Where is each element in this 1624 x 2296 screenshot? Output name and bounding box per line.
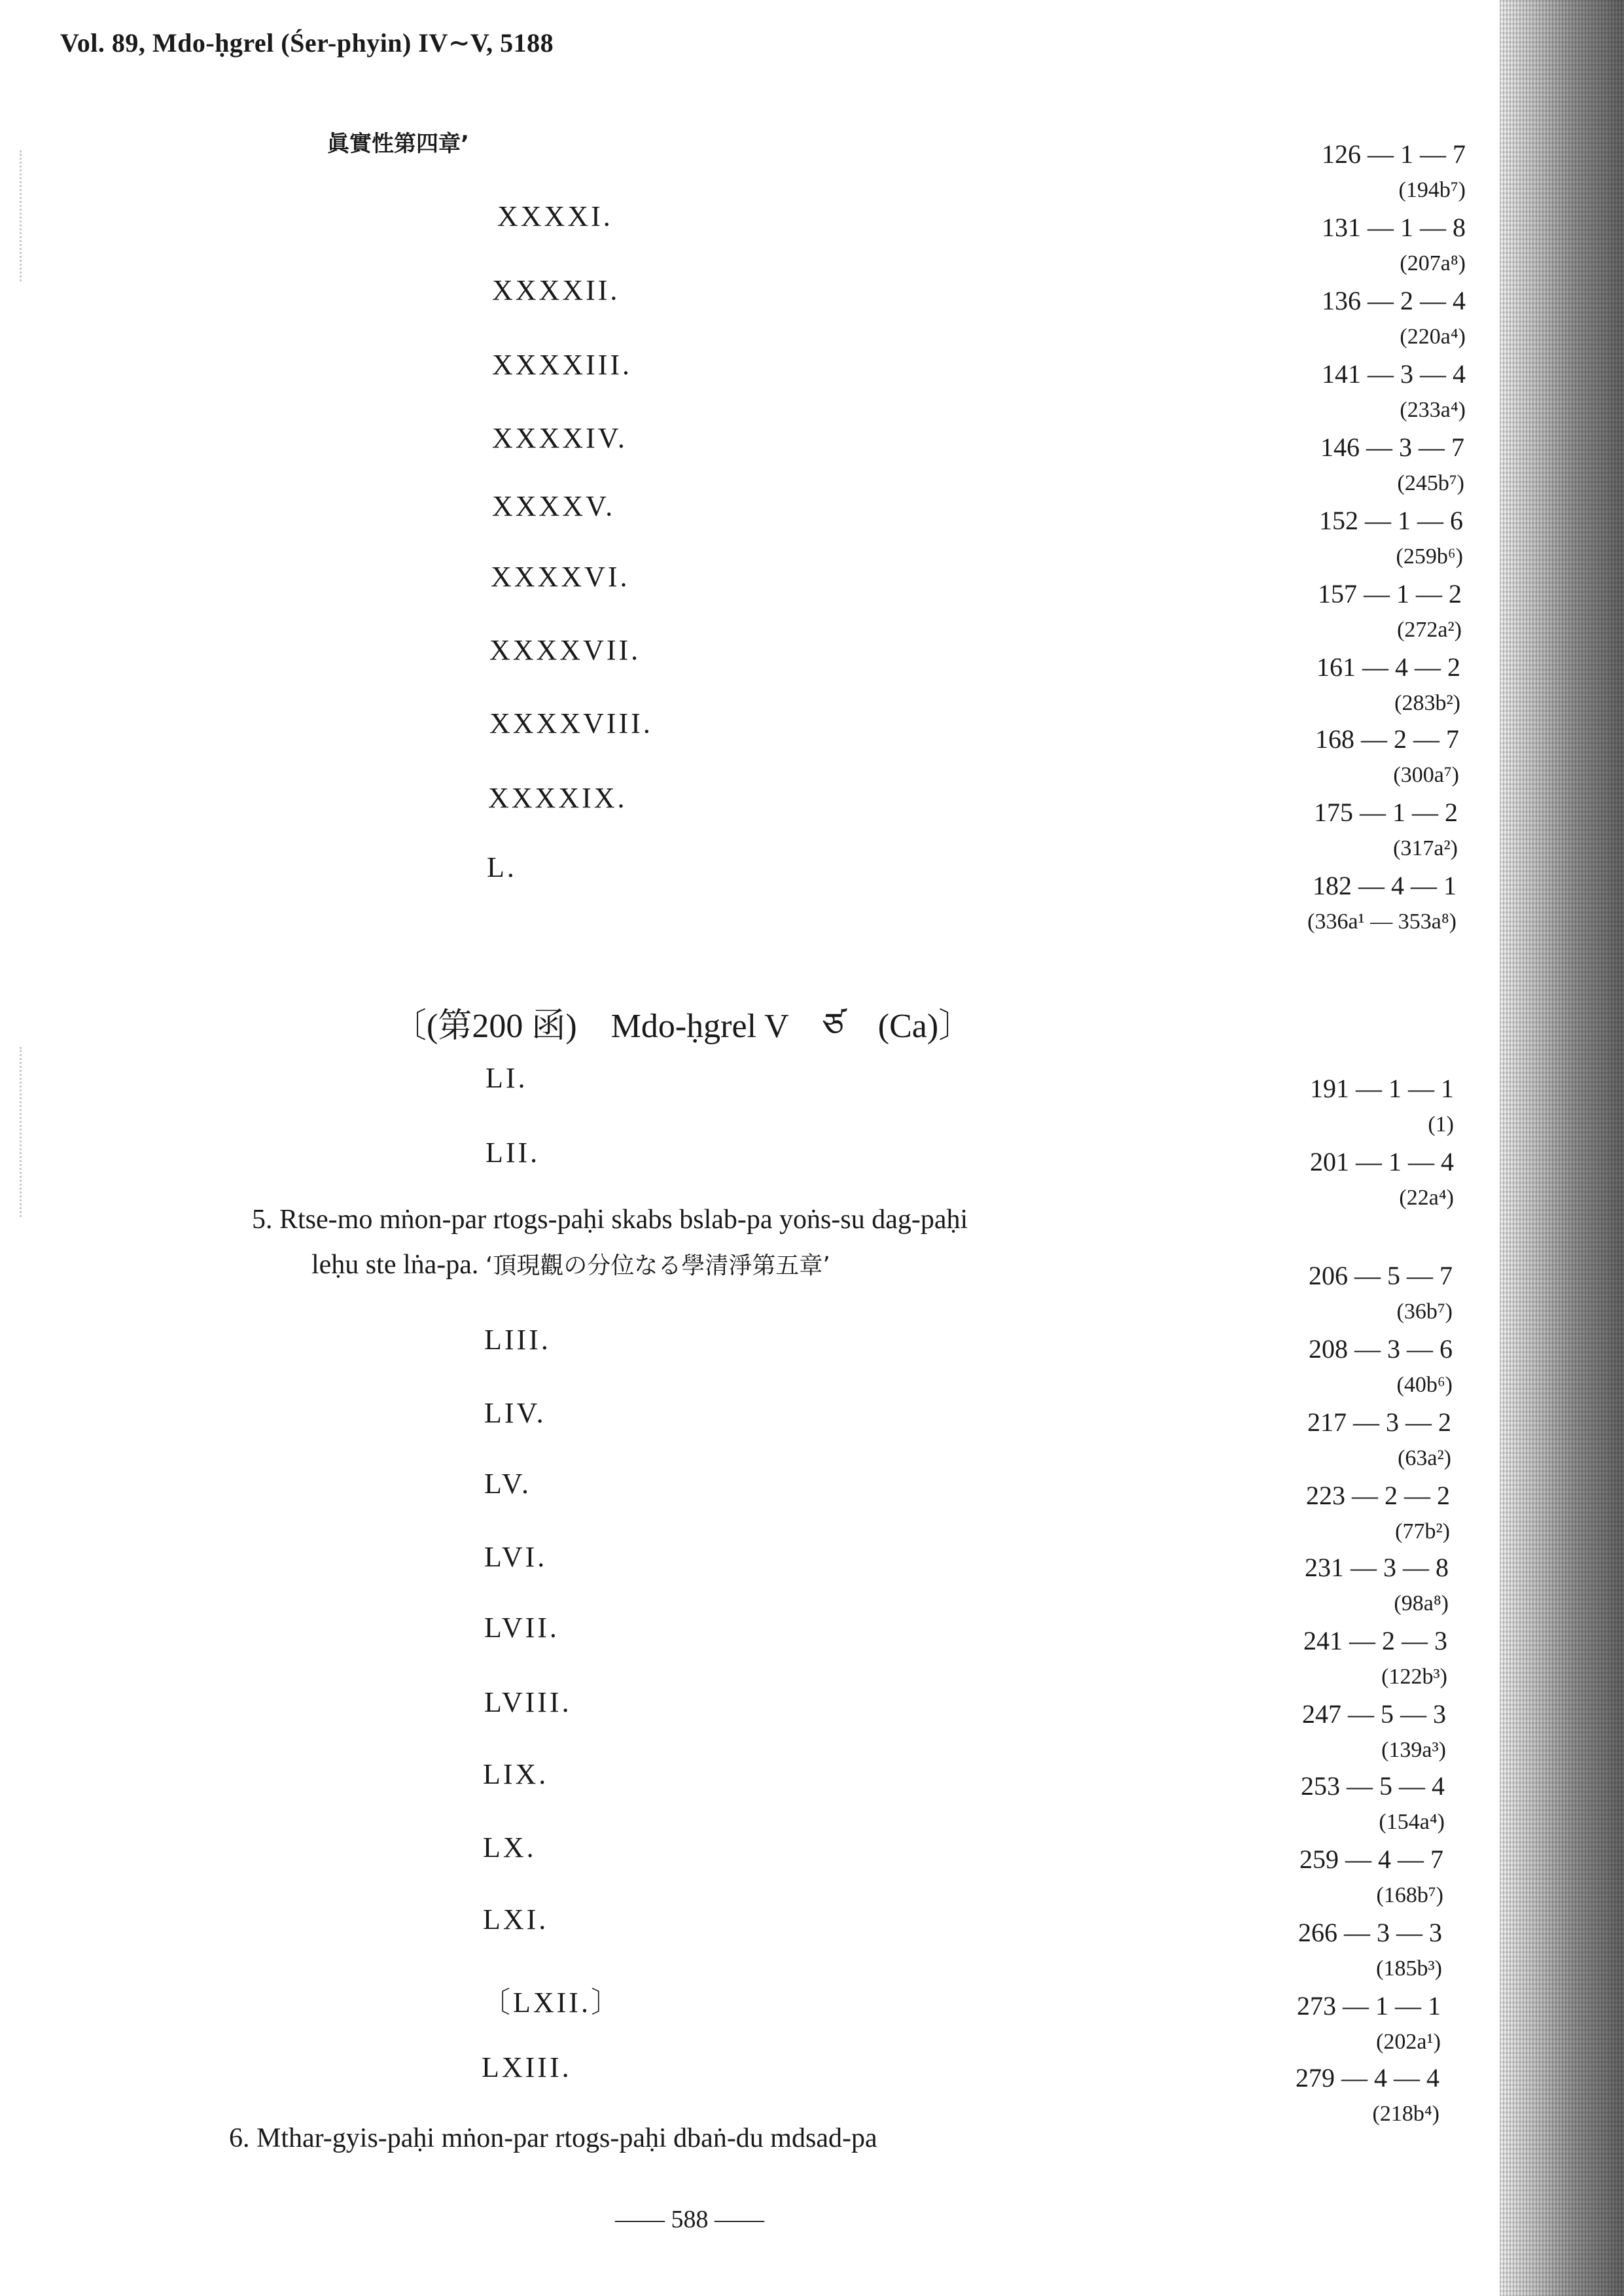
chapter-numeral: L. (487, 851, 517, 883)
chapter-numeral: LI. (485, 1062, 528, 1094)
reference: 223 — 2 — 2 (1306, 1481, 1450, 1510)
chapter-numeral: XXXXIV. (492, 422, 627, 454)
reference: 131 — 1 — 8 (1322, 213, 1466, 242)
section-5-title-line1: 5. Rtse-mo mṅon-par rtogs-paḥi skabs bslab-pa yoṅs-su dag-paḥi (252, 1205, 968, 1235)
reference: 157 — 1 — 2 (1318, 579, 1462, 609)
chapter-numeral: LXI. (483, 1903, 549, 1935)
reference: 266 — 3 — 3 (1298, 1918, 1442, 1947)
page-number: —— 588 —— (615, 2206, 764, 2233)
reference: 231 — 3 — 8 (1305, 1553, 1449, 1582)
folio-reference: (77b²) (1395, 1519, 1450, 1544)
folio-reference: (218b⁴) (1372, 2102, 1439, 2126)
chapter-numeral: LV. (484, 1468, 531, 1500)
reference: 141 — 3 — 4 (1322, 359, 1466, 389)
chapter-numeral: LII. (485, 1137, 540, 1169)
chapter-numeral: XXXXVII. (489, 634, 641, 666)
chapter-numeral: LVII. (484, 1612, 559, 1644)
chapter-numeral: 〔LXII.〕 (482, 1987, 622, 2019)
reference: 168 — 2 — 7 (1315, 724, 1459, 754)
margin-dots (20, 1047, 24, 1217)
reference: 161 — 4 — 2 (1316, 652, 1460, 682)
reference: 201 — 1 — 4 (1310, 1147, 1454, 1176)
chapter-numeral: XXXXVI. (491, 561, 630, 593)
section-heading: 〔(第200 函) Mdo-ḥgrel V ཙ (Ca)〕 (393, 1008, 973, 1045)
folio-reference: (194b⁷) (1398, 178, 1466, 202)
section-5-title-line2 (311, 1247, 830, 1280)
chapter-numeral: XXXXI. (497, 200, 613, 232)
chapter-numeral: LIII. (484, 1324, 551, 1356)
folio-reference: (168b⁷) (1376, 1883, 1443, 1907)
reference: 208 — 3 — 6 (1309, 1334, 1453, 1364)
chapter-numeral: XXXXV. (492, 490, 616, 522)
folio-reference: (40b⁶) (1396, 1373, 1453, 1397)
reference: 259 — 4 — 7 (1299, 1845, 1443, 1874)
reference: 253 — 5 — 4 (1301, 1771, 1445, 1801)
folio-reference: (36b⁷) (1396, 1299, 1453, 1324)
folio-reference: (185b³) (1376, 1956, 1442, 1981)
scanned-page-edge (1500, 0, 1624, 2296)
reference: 241 — 2 — 3 (1303, 1626, 1447, 1655)
chapter-numeral: LVIII. (484, 1686, 572, 1718)
folio-reference: (283b²) (1394, 691, 1460, 715)
reference: 247 — 5 — 3 (1302, 1699, 1446, 1729)
folio-reference: (122b³) (1381, 1665, 1447, 1689)
chapter-numeral: XXXXVIII. (489, 707, 653, 739)
reference: 273 — 1 — 1 (1297, 1991, 1441, 2021)
folio-reference: (202a¹) (1376, 2030, 1441, 2054)
reference: 206 — 5 — 7 (1309, 1261, 1453, 1290)
folio-reference: (245b⁷) (1397, 471, 1464, 495)
folio-reference: (63a²) (1398, 1446, 1451, 1470)
reference: 217 — 3 — 2 (1307, 1407, 1451, 1437)
section-6-title: 6. Mthar-gyis-paḥi mṅon-par rtogs-paḥi dbaṅ-du mdsad-pa (229, 2123, 877, 2153)
folio-reference: (220a⁴) (1400, 325, 1466, 349)
chapter-numeral: LVI. (484, 1541, 548, 1573)
folio-reference: (336a¹ — 353a⁸) (1307, 910, 1456, 934)
chapter-numeral: LIX. (483, 1758, 549, 1790)
folio-reference: (259b⁶) (1396, 544, 1463, 569)
section-5-title-japanese: ‘頂現觀の分位なる學清淨第五章’ (485, 1252, 830, 1279)
reference: 126 — 1 — 7 (1322, 139, 1466, 169)
folio-reference: (98a⁸) (1394, 1591, 1449, 1616)
folio-reference: (22a⁴) (1399, 1186, 1454, 1210)
reference: 191 — 1 — 1 (1310, 1074, 1454, 1103)
reference: 175 — 1 — 2 (1314, 798, 1458, 827)
folio-reference: (1) (1428, 1112, 1454, 1137)
margin-dots (20, 150, 24, 281)
folio-reference: (317a²) (1393, 836, 1458, 860)
section-5-title-tibetan: leḥu ste lṅa-pa. (311, 1250, 479, 1280)
folio-reference: (272a²) (1397, 618, 1462, 642)
reference: 136 — 2 — 4 (1322, 286, 1466, 315)
reference: 279 — 4 — 4 (1296, 2063, 1439, 2093)
chapter-numeral: XXXXII. (492, 274, 620, 306)
chapter-numeral: LX. (483, 1831, 537, 1863)
folio-reference: (154a⁴) (1379, 1810, 1445, 1834)
folio-reference: (300a⁷) (1393, 763, 1459, 787)
chapter-numeral: LIV. (484, 1397, 546, 1429)
chapter-numeral: XXXXIX. (488, 782, 627, 814)
chapter-caption: 眞實性第四章’ (327, 131, 469, 157)
reference: 146 — 3 — 7 (1320, 433, 1464, 462)
chapter-numeral: XXXXIII. (492, 349, 633, 381)
reference: 182 — 4 — 1 (1313, 871, 1456, 900)
folio-reference: (207a⁸) (1400, 251, 1466, 275)
chapter-numeral: LXIII. (482, 2051, 572, 2083)
folio-reference: (139a³) (1381, 1738, 1446, 1762)
page-header: Vol. 89, Mdo-ḥgrel (Śer-phyin) IV∼V, 5188 (60, 28, 554, 58)
reference: 152 — 1 — 6 (1319, 506, 1463, 535)
folio-reference: (233a⁴) (1400, 398, 1466, 422)
